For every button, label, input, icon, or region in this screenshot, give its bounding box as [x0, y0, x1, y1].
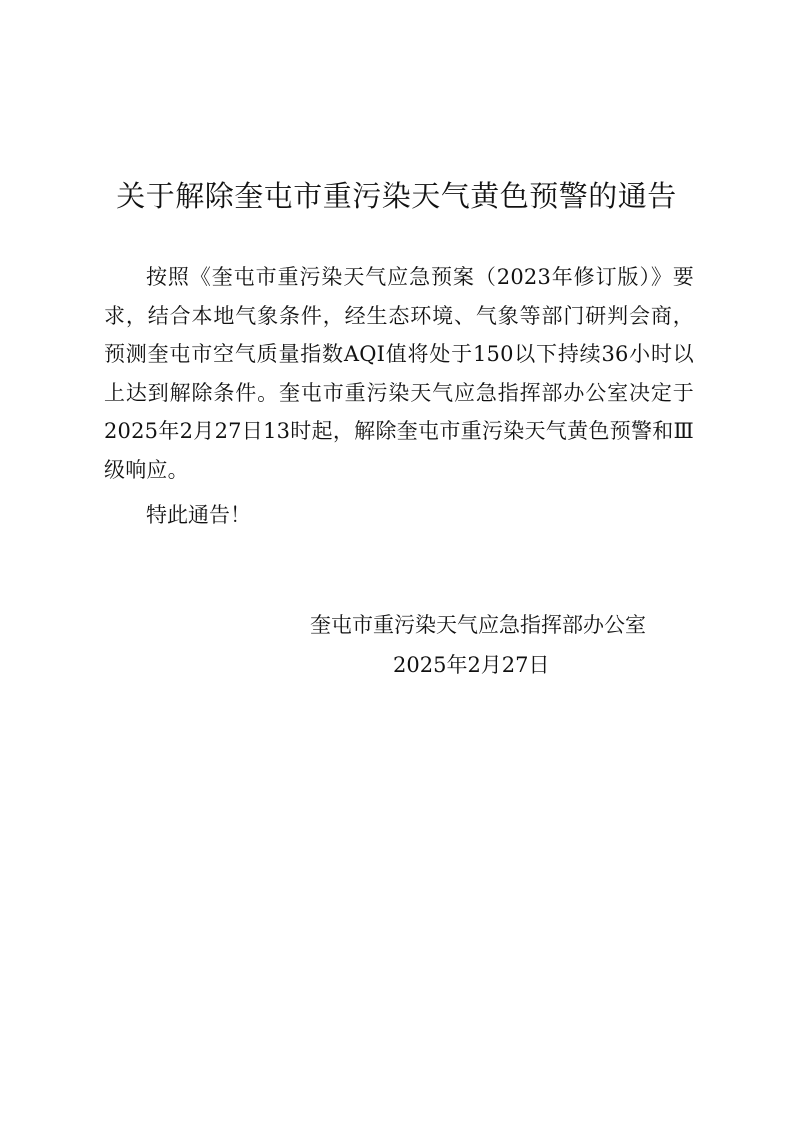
- document-title: 关于解除奎屯市重污染天气黄色预警的通告: [116, 179, 677, 213]
- signature-organization: 奎屯市重污染天气应急指挥部办公室: [310, 613, 646, 637]
- signature-date: 2025年2月27日: [393, 653, 550, 677]
- closing-text: 特此通告！: [146, 503, 251, 527]
- notice-body: 按照《奎屯市重污染天气应急预案（2023年修订版）》要求，结合本地气象条件，经生态环境、气象等部门研判会商，预测奎屯市空气质量指数AQI值将处于150以下持续36小时以上达到解除条件。奎屯市重污染天气应急指挥部办公室决定于2025年2月27日13时起，解除奎屯市重污染天气黄色预警和Ⅲ级响应。: [104, 265, 694, 482]
